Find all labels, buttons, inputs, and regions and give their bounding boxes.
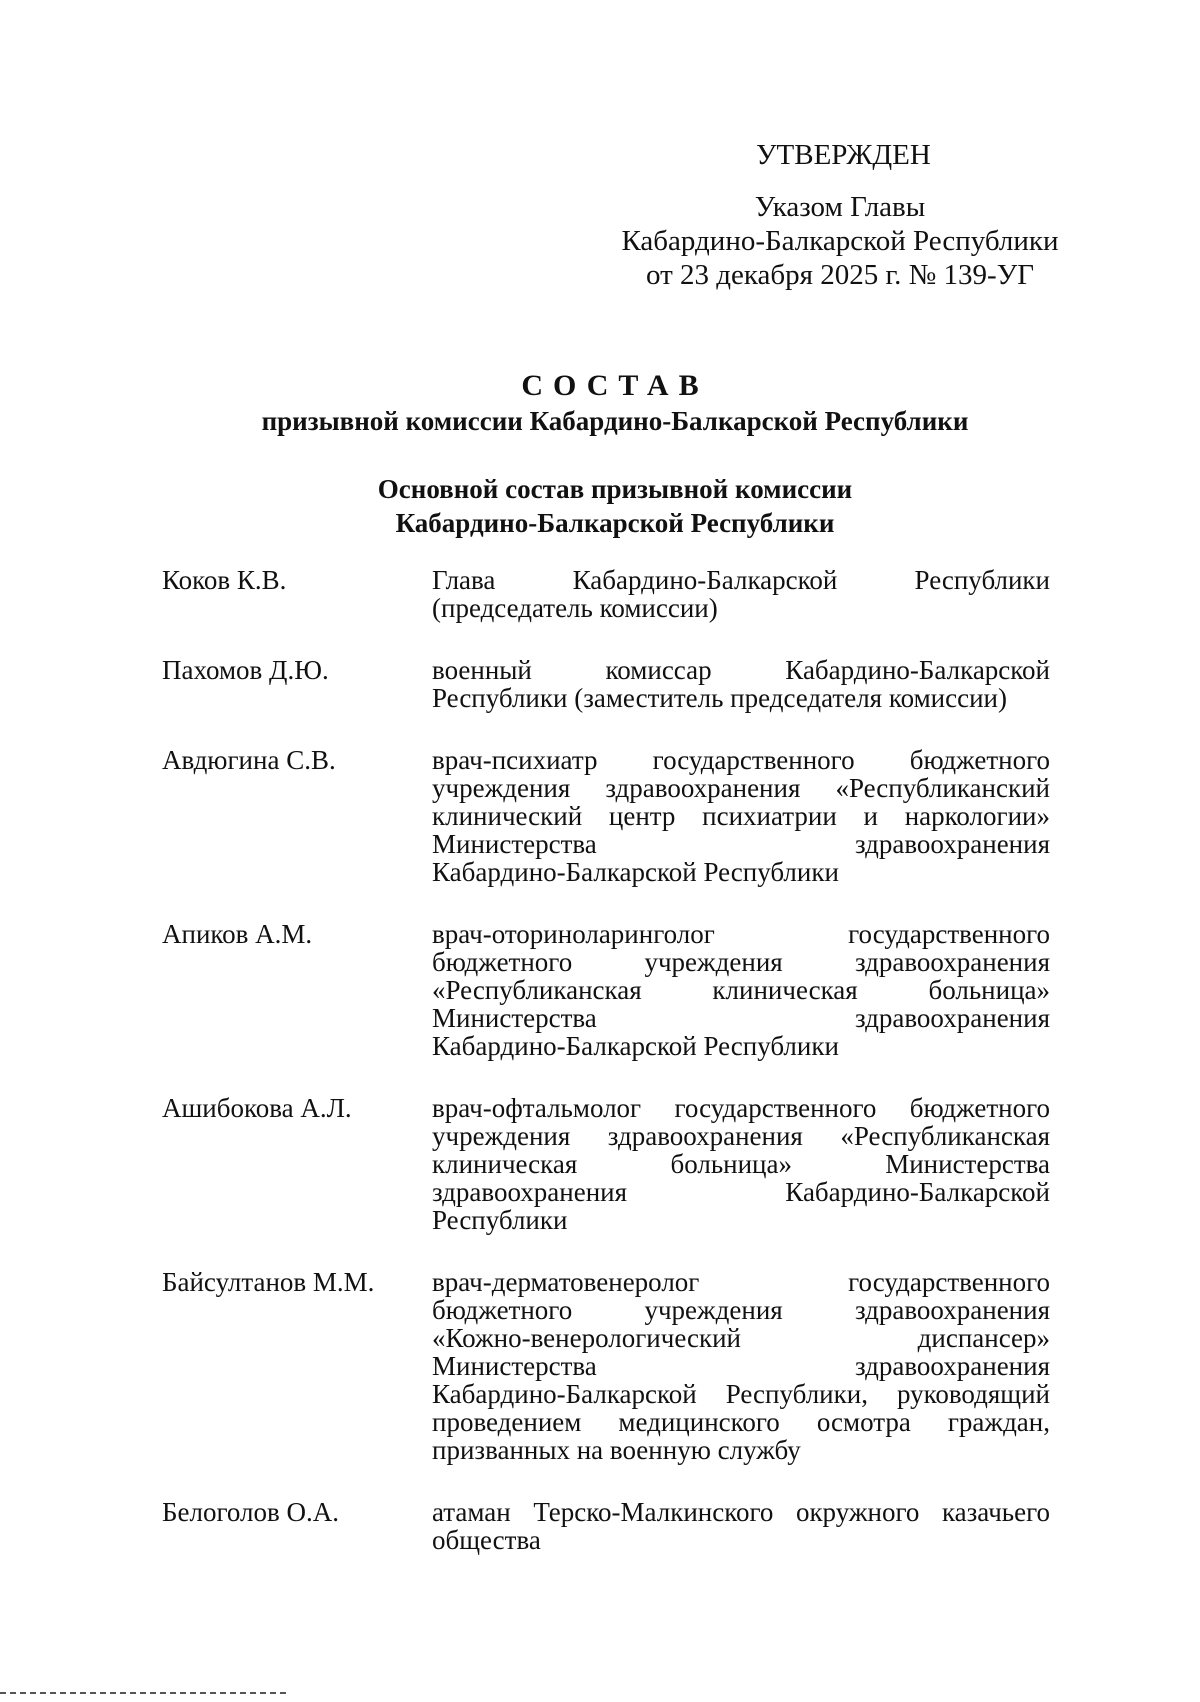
member-role [432,566,1050,622]
members-list [162,566,1050,1588]
role-line: врач-офтальмолог государственного бюджетного [432,1093,1050,1123]
member-name: Байсултанов М.М. [162,1267,375,1297]
role-line: врач-психиатр государственного бюджетного [432,745,1050,775]
role-line: Республики [432,1205,568,1235]
role-line: «Кожно-венерологический диспансер» [432,1323,1050,1353]
role-line: Кабардино-Балкарской Республики [432,1031,839,1061]
role-line: Кабардино-Балкарской Республики, руководящий [432,1379,1050,1409]
role-line: Министерства здравоохранения [432,1351,1050,1381]
approval-details [620,190,1060,292]
member-name: Коков К.В. [162,565,287,595]
member-name: Пахомов Д.Ю. [162,655,329,685]
approval-stamp: УТВЕРЖДЕН [756,139,931,171]
member-name: Апиков А.М. [162,919,313,949]
approval-line: от 23 декабря 2025 г. № 139-УГ [645,259,1035,291]
member-row [162,746,1050,886]
approval-line: Указом Главы [754,191,926,223]
member-role [432,1268,1050,1464]
member-row [162,1268,1050,1464]
title-main: СОСТАВ [521,369,709,402]
document-title [0,368,1200,438]
member-name: Белоголов О.А. [162,1497,339,1527]
role-line: клиническая больница» Министерства [432,1149,1050,1179]
role-line: проведением медицинского осмотра граждан, [432,1407,1050,1437]
scan-edge-line [0,1692,290,1694]
role-line: бюджетного учреждения здравоохранения [432,947,1050,977]
section-heading-line: Кабардино-Балкарской Республики [395,508,835,538]
role-line: учреждения здравоохранения «Республиканская [432,1121,1050,1151]
role-line: атаман Терско-Малкинского окружного казачьего [432,1497,1050,1527]
role-line: призванных на военную службу [432,1435,801,1465]
role-line: клинический центр психиатрии и наркологии» [432,801,1050,831]
member-role [432,920,1050,1060]
section-heading [0,472,1200,540]
member-role [432,1498,1050,1554]
member-name: Ашибокова А.Л. [162,1093,352,1123]
role-line: (председатель комиссии) [432,593,718,623]
role-line: врач-оториноларинголог государственного [432,919,1050,949]
member-row [162,920,1050,1060]
role-line: Министерства здравоохранения [432,829,1050,859]
member-role [432,656,1050,712]
member-row [162,1094,1050,1234]
role-line: бюджетного учреждения здравоохранения [432,1295,1050,1325]
role-line: врач-дерматовенеролог государственного [432,1267,1050,1297]
role-line: здравоохранения Кабардино-Балкарской [432,1177,1050,1207]
role-line: Республики (заместитель председателя комиссии) [432,683,1007,713]
role-line: «Республиканская клиническая больница» [432,975,1050,1005]
role-line: военный комиссар Кабардино-Балкарской [432,655,1050,685]
member-role [432,746,1050,886]
member-role [432,1094,1050,1234]
member-row [162,1498,1050,1554]
role-line: Министерства здравоохранения [432,1003,1050,1033]
title-subtitle: призывной комиссии Кабардино-Балкарской Республики [261,406,969,436]
member-row [162,656,1050,712]
member-row [162,566,1050,622]
role-line: Кабардино-Балкарской Республики [432,857,839,887]
member-name: Авдюгина С.В. [162,745,336,775]
approval-line: Кабардино-Балкарской Республики [621,225,1059,257]
role-line: Глава Кабардино-Балкарской Республики [432,565,1050,595]
role-line: учреждения здравоохранения «Республиканский [432,773,1050,803]
section-heading-line: Основной состав призывной комиссии [377,474,853,504]
role-line: общества [432,1525,541,1555]
